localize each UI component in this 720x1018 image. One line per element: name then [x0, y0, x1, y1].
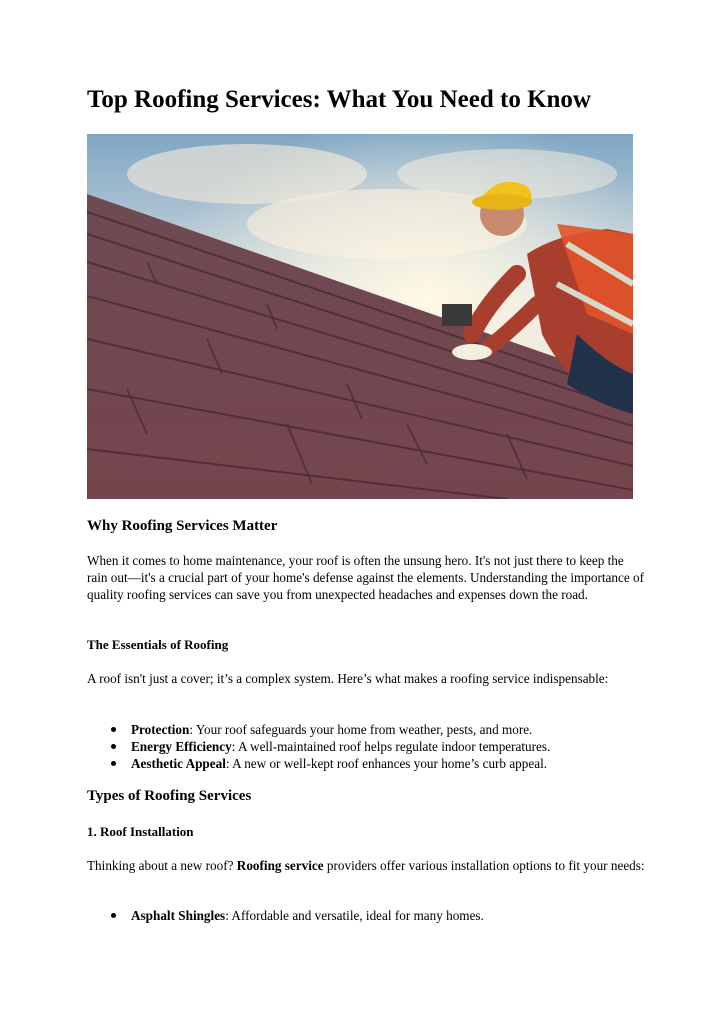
subheading-installation: 1. Roof Installation [87, 824, 194, 839]
paragraph-text: Thinking about a new roof? [87, 858, 237, 873]
list-item-text: : Affordable and versatile, ideal for many homes. [225, 908, 484, 923]
list-item-term: Asphalt Shingles [131, 908, 226, 923]
paragraph-bold: Roofing service [236, 858, 324, 873]
section-heading-essentials: The Essentials of Roofing [87, 637, 229, 652]
section-heading-types: Types of Roofing Services [87, 788, 252, 804]
roofer-image [87, 134, 633, 499]
list-item-term: Aesthetic Appeal [131, 756, 226, 771]
list-item-term: Energy Efficiency [131, 739, 232, 754]
paragraph-installation [87, 857, 647, 874]
paragraph-text: providers offer various installation options to fit your needs: [323, 858, 645, 873]
list-item-text: : Your roof safeguards your home from weather, pests, and more. [189, 722, 533, 737]
essentials-list [87, 721, 647, 772]
paragraph-why: When it comes to home maintenance, your roof is often the unsung hero. It's not just there to keep the rain out—it's a crucial part of your home's defense against the elements. Understanding the importance of quality roofing services can save you from unexpected headaches and expenses down the road. [87, 553, 644, 602]
list-item-term: Protection [131, 722, 190, 737]
list-item [87, 738, 647, 755]
list-item-text: : A well-maintained roof helps regulate indoor temperatures. [231, 739, 551, 754]
list-item [87, 907, 647, 924]
list-item [87, 721, 647, 738]
section-heading-why: Why Roofing Services Matter [87, 518, 278, 534]
paragraph-essentials: A roof isn't just a cover; it’s a complex system. Here’s what makes a roofing service indispensable: [87, 671, 609, 686]
list-item [87, 755, 647, 772]
page-title: Top Roofing Services: What You Need to Know [87, 86, 591, 113]
installation-list [87, 907, 647, 924]
list-item-text: : A new or well-kept roof enhances your home’s curb appeal. [225, 756, 548, 771]
